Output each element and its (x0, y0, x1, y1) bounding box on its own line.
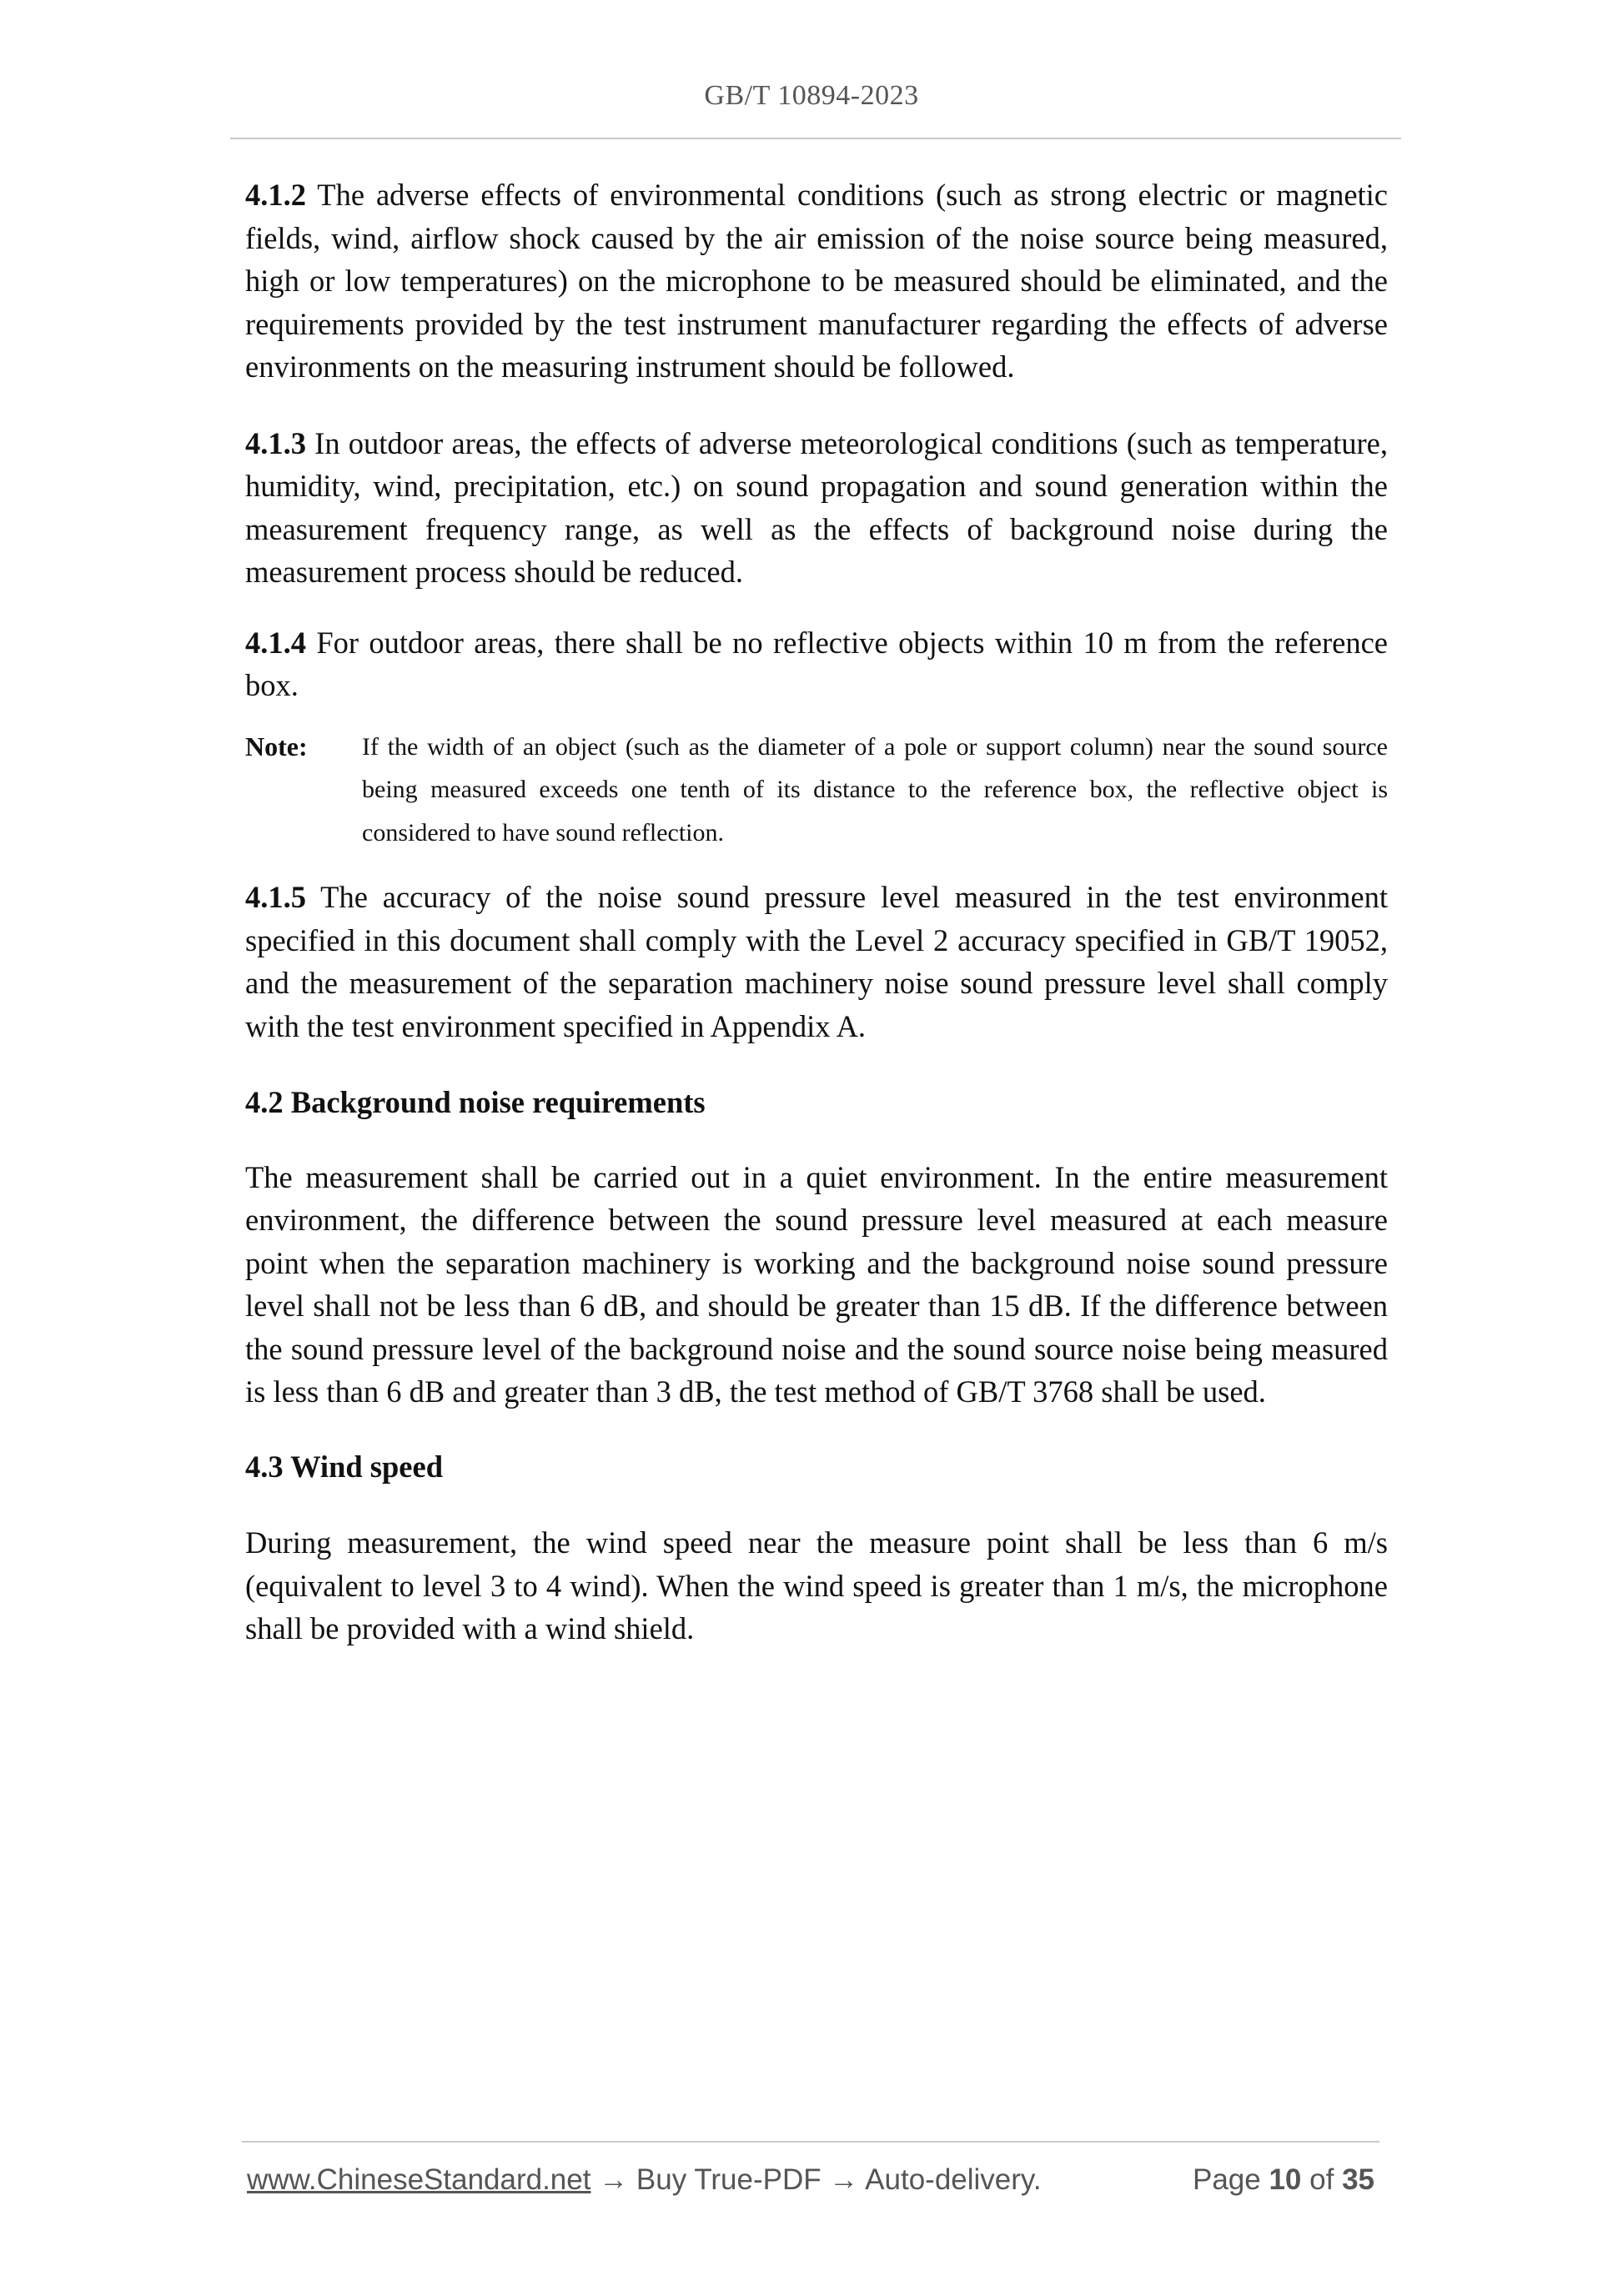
document-header-id: GB/T 10894-2023 (704, 80, 919, 111)
clause-4-1-2 (245, 173, 1388, 389)
of-word: of (1309, 2163, 1334, 2196)
page-indicator (1193, 2163, 1374, 2197)
footer-promo-text: → Buy True-PDF → Auto-delivery. (590, 2163, 1042, 2196)
section-heading-4-3: 4.3 Wind speed (245, 1449, 444, 1484)
header-divider (230, 138, 1401, 139)
section-heading-4-2: 4.2 Background noise requirements (245, 1085, 706, 1119)
section-4-2-text: The measurement shall be carried out in a quiet environment. In the entire measurement environment, the difference between the sound pressure level measured at each measure point when the separation machinery is working and the background noise sound pressure level shall not be less than 6 dB, and should be greater than 15 dB. If the difference between the sound pressure level of the background noise and the sound source noise being measured is less than 6 dB and greater than 3 dB, the test method of GB/T 3768 shall be used. (245, 1159, 1388, 1409)
note-text: If the width of an object (such as the diameter of a pole or support column) near the sound source being measured exceeds one tenth of its distance to the reference box, the reflective object is considered to have sound reflection. (362, 732, 1388, 847)
clause-text: In outdoor areas, the effects of adverse meteorological conditions (such as temperature, humidity, wind, precipitation, etc.) on sound propagation and sound generation within the measurement frequency range, as well as the effects of background noise during the measurement process should be reduced. (245, 425, 1388, 589)
document-body (245, 173, 1388, 1650)
clause-text: For outdoor areas, there shall be no reflective objects within 10 m from the reference box. (245, 625, 1388, 702)
note-block (245, 726, 1388, 855)
footer-divider (242, 2141, 1379, 2143)
clause-text: The adverse effects of environmental conditions (such as strong electric or magnetic fields, wind, airflow shock caused by the air emission of the noise source being measured, high or low temperatures) on the microphone to be measured should be eliminated, and the requirements provided by the test instrument manufacturer regarding the effects of adverse environments on the measuring instrument should be followed. (245, 178, 1388, 384)
page-number: 10 (1269, 2163, 1302, 2196)
section-4-3-text: During measurement, the wind speed near the measure point shall be less than 6 m/s (equivalent to level 3 to 4 wind). When the wind speed is greater than 1 m/s, the microphone shall be provided with a wind shield. (245, 1525, 1388, 1645)
page-word: Page (1192, 2163, 1261, 2196)
clause-number: 4.1.2 (245, 178, 306, 212)
clause-4-1-3 (245, 422, 1388, 594)
note-label: Note: (245, 731, 308, 761)
clause-4-1-4 (245, 621, 1388, 707)
clause-4-1-5 (245, 876, 1388, 1048)
clause-number: 4.1.4 (245, 625, 306, 660)
clause-number: 4.1.3 (245, 425, 306, 460)
page-total: 35 (1342, 2163, 1374, 2196)
footer-promo (247, 2163, 1042, 2197)
website-link[interactable]: www.ChineseStandard.net (247, 2163, 591, 2196)
clause-text: The accuracy of the noise sound pressure level measured in the test environment specified in this document shall comply with the Level 2 accuracy specified in GB/T 19052, and the measurement of the separation machinery noise sound pressure level shall comply with the test environment specified in Appendix A. (245, 880, 1388, 1043)
clause-number: 4.1.5 (245, 880, 306, 914)
